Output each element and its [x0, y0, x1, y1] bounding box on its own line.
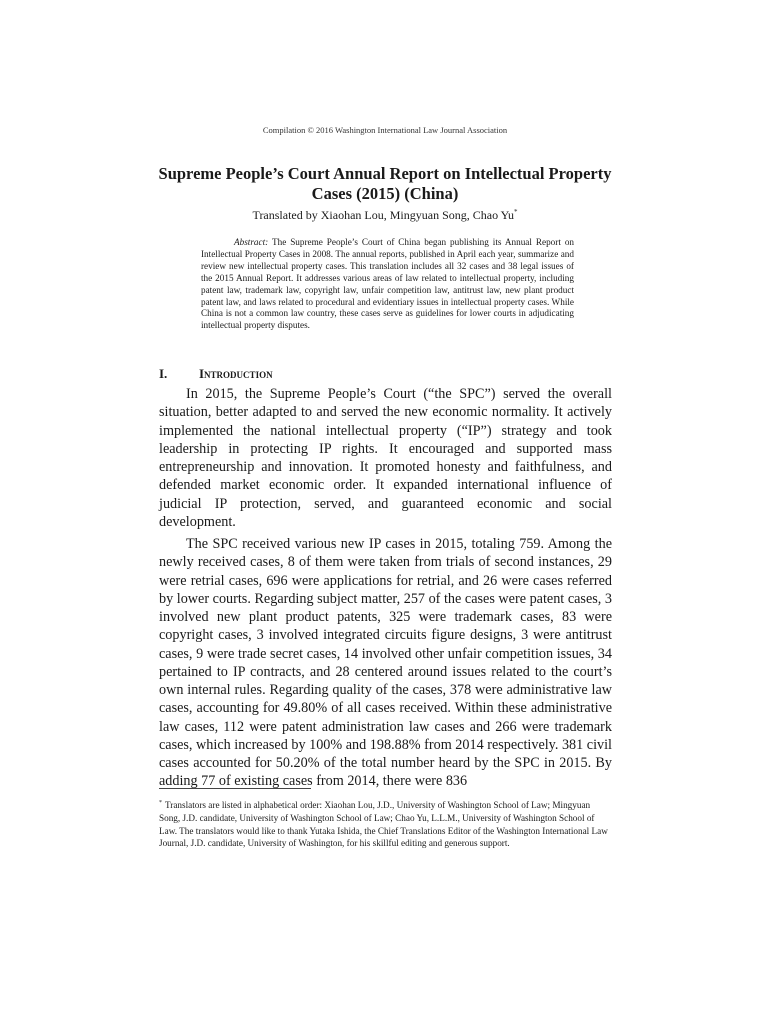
footnote-divider [159, 788, 311, 789]
body-paragraph: In 2015, the Supreme People’s Court (“the SPC”) served the overall situation, better adapted to and served the new economic normality. It actively implemented the national intellectual property (“IP”) strategy and took leadership in protecting IP rights. It encouraged and supported mass entrepreneurship and innovation. It promoted honesty and faithfulness, and defended market economic order. It expanded international influence of judicial IP protection, served, and guaranteed economic and social development. [159, 386, 612, 530]
section-name: Introduction [199, 366, 273, 381]
footnote-text: Translators are listed in alphabetical order: Xiaohan Lou, J.D., University of Washington School of Law; Mingyuan Song, J.D. candidate, University of Washington School of Law; Chao Yu, L.L.M., University of Washington School of Law. The translators would like to thank Yutaka Ishida, the Chief Translations Editor of the Washington International Law Journal, J.D. candidate, University of Washington, for his skillful editing and generous support. [159, 800, 608, 849]
translators-line [0, 208, 770, 223]
section-number: I. [159, 366, 168, 381]
body-paragraph: The SPC received various new IP cases in 2015, totaling 759. Among the newly received cases, 8 of them were taken from trials of second instances, 29 were retrial cases, 696 were applications for retrial, and 26 were cases referred by lower courts. Regarding subject matter, 257 of the cases were patent cases, 3 involved new plant product patents, 325 were trademark cases, 83 were copyright cases, 3 involved integrated circuits figure designs, 3 were antitrust cases, 9 were trade secret cases, 14 involved other unfair competition issues, 34 pertained to IP contracts, and 28 centered around issues related to the court’s own internal rules. Regarding quality of the cases, 378 were administrative law cases, accounting for 49.80% of all cases received. Within these administrative law cases, 112 were patent administration law cases and 266 were trademark cases, which increased by 100% and 198.88% from 2014 respectively. 381 civil cases accounted for 50.20% of the total number heard by the SPC in 2015. By adding 77 of existing cases from 2014, there were 836 [159, 536, 612, 790]
section-heading [159, 366, 559, 382]
abstract-label: Abstract: [234, 237, 269, 247]
copyright-notice: Compilation © 2016 Washington International Law Journal Association [262, 125, 508, 135]
translators-names: Translated by Xiaohan Lou, Mingyuan Song, Chao Yu [252, 208, 514, 222]
abstract-text: The Supreme People’s Court of China began publishing its Annual Report on Intellectual Property Cases in 2008. The annual reports, published in April each year, summarize and review new intellectual property cases. This translation includes all 32 cases and 38 legal issues of the 2015 Annual Report. It addresses various areas of law related to intellectual property, including patent law, trademark law, copyright law, unfair competition law, antitrust law, new plant product patent law, and laws related to procedural and evidentiary issues in intellectual property cases. While China is not a common law country, these cases serve as guidelines for lower courts in adjudicating intellectual property disputes. [201, 237, 575, 331]
translators-footnote-mark[interactable]: * [513, 208, 518, 216]
footnote [159, 797, 612, 850]
article-title: Supreme People’s Court Annual Report on Intellectual Property Cases (2015) (China) [158, 164, 612, 203]
abstract [201, 237, 574, 332]
body-text [159, 385, 612, 795]
footnote-mark: * [159, 800, 162, 806]
